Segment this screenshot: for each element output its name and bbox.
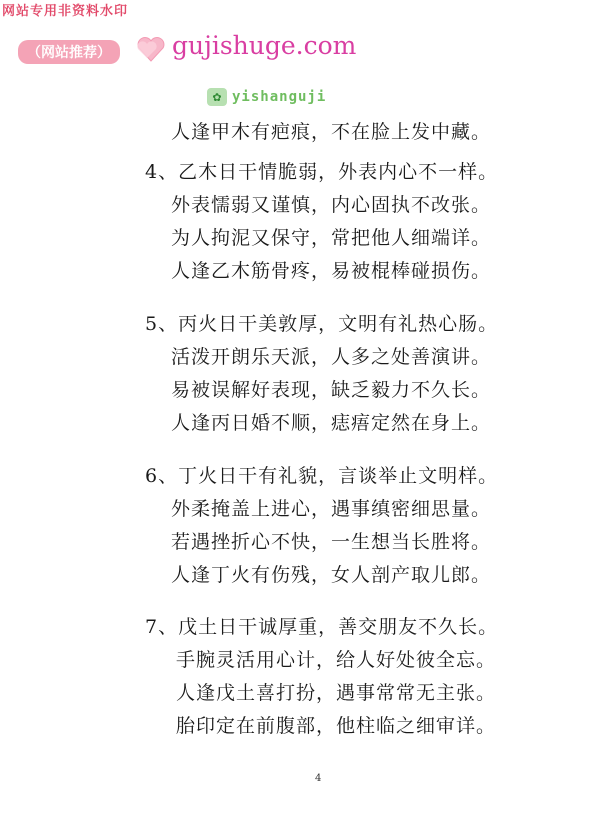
- recommend-badge: （网站推荐）: [18, 40, 120, 64]
- verse-line: 人逢戊土喜打扮，遇事常常无主张。: [176, 682, 497, 704]
- verse-line: 5、丙火日干美敦厚，文明有礼热心肠。: [145, 313, 499, 335]
- verse-line: 人逢甲木有疤痕，不在脸上发中藏。: [171, 121, 492, 143]
- logo-badge-icon: ✿: [207, 88, 227, 106]
- verse-line: 4、乙木日干情脆弱，外表内心不一样。: [145, 161, 499, 183]
- verse-line: 6、丁火日干有礼貌，言谈举止文明样。: [145, 465, 499, 487]
- verse-line: 7、戊土日干诚厚重，善交朋友不久长。: [145, 616, 499, 638]
- verse-line: 若遇挫折心不快，一生想当长胜将。: [171, 531, 492, 553]
- verse-line: 人逢丙日婚不顺，痣痦定然在身上。: [171, 412, 492, 434]
- site-logo-text: gujishuge.com: [172, 31, 357, 60]
- site-logo-secondary: [207, 88, 326, 106]
- page-number: 4: [315, 773, 322, 784]
- verse-line: 为人拘泥又保守，常把他人细端详。: [171, 227, 492, 249]
- site-logo-secondary-text: yishanguji: [232, 89, 327, 105]
- heart-icon: [136, 34, 166, 64]
- verse-line: 胎印定在前腹部，他柱临之细审详。: [176, 715, 497, 737]
- watermark-top-text: 网站专用非资料水印: [2, 4, 129, 19]
- verse-line: 手腕灵活用心计，给人好处彼全忘。: [176, 649, 497, 671]
- verse-line: 人逢乙木筋骨疼，易被棍棒碰损伤。: [171, 260, 492, 282]
- verse-line: 人逢丁火有伤残，女人剖产取儿郎。: [171, 564, 492, 586]
- verse-line: 外柔掩盖上进心，遇事缜密细思量。: [171, 498, 492, 520]
- verse-line: 易被误解好表现，缺乏毅力不久长。: [171, 379, 492, 401]
- verse-line: 活泼开朗乐天派，人多之处善演讲。: [171, 346, 492, 368]
- verse-line: 外表懦弱又谨慎，内心固执不改张。: [171, 194, 492, 216]
